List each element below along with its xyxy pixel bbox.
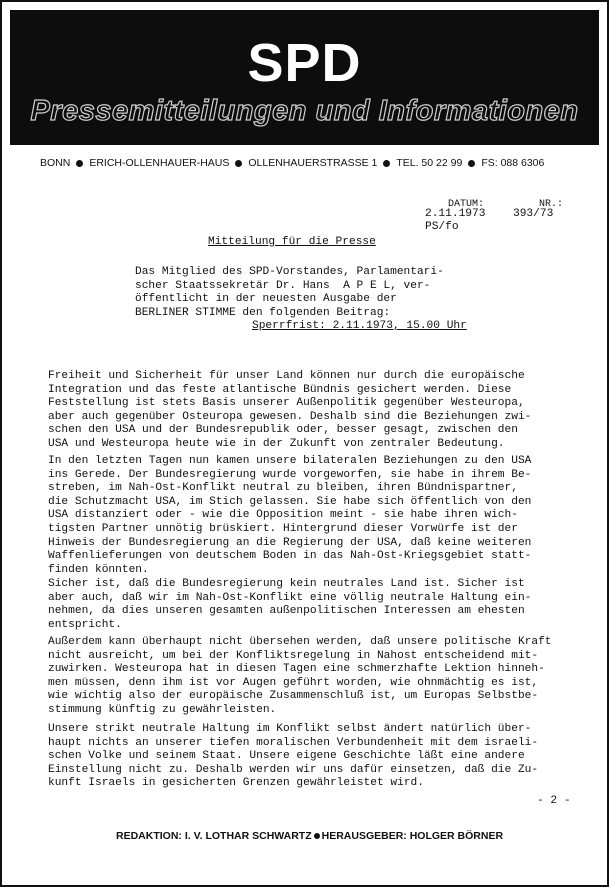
address-street: OLLENHAUERSTRASSE 1 — [248, 157, 378, 169]
intro-text: Das Mitglied des SPD-Vorstandes, Parlamentari- scher Staatssekretär Dr. Hans A P E L, ver- öffentlicht in der neuesten Ausgabe der BERLINER STIMME den folgenden Beitrag: — [135, 266, 444, 319]
bullet-icon — [76, 160, 83, 167]
footer-herausgeber: HERAUSGEBER: HOLGER BÖRNER — [321, 830, 504, 842]
spd-logo: SPD — [247, 33, 362, 93]
paragraph-3: Sicher ist, daß die Bundesregierung kein neutrales Land ist. Sicher ist aber auch, daß wir im Nah-Ost-Konflikt eine völlig neutrale Haltung ein- nehmen, da dies unseren gesamten außenpolitischen Interessen am ehesten entspricht. — [48, 578, 532, 631]
footer — [116, 830, 503, 842]
address-line — [40, 157, 580, 169]
bullet-icon — [468, 160, 475, 167]
paragraph-1: Freiheit und Sicherheit für unser Land können nur durch die europäische Integration und das feste atlantische Bündnis gesichert werden. Diese Feststellung ist stets Basis unserer Außenpolitik gegenüber Westeuropa, aber auch gegenüber Osteuropa gewesen. Deshalb sind die Beziehungen zwi- schen den USA und der Bundesrepublik oder, besser gesagt, zwischen den USA und Westeuropa heute wie in der Zukunft von zentraler Bedeutung. — [48, 370, 532, 450]
datum-label: DATUM: — [448, 199, 485, 210]
address-fs: FS: 088 6306 — [481, 157, 545, 169]
document-heading: Mitteilung für die Presse — [208, 236, 376, 248]
address-city: BONN — [40, 157, 71, 169]
masthead-subtitle: Pressemitteilungen und Informationen — [30, 95, 579, 127]
address-building: ERICH-OLLENHAUER-HAUS — [89, 157, 230, 169]
embargo-line: Sperrfrist: 2.11.1973, 15.00 Uhr — [252, 320, 467, 332]
paragraph-4: Außerdem kann überhaupt nicht übersehen werden, daß unsere politische Kraft nicht ausreicht, um bei der Konfliktsregelung in Nahost entscheidend mit- zuwirken. Westeuropa hat in diesen Tagen eine schmerzhafte Lektion hinneh- men müssen, denn ihm ist vor Augen geführt worden, wie ohnmächtig es ist, wie wichtig also der europäische Zusammenschluß ist, um Europas Selbstbe- stimmung künftig zu gewährleisten. — [48, 636, 552, 716]
nr-label: NR.: — [539, 199, 564, 210]
footer-redaktion: REDAKTION: I. V. LOTHAR SCHWARTZ — [116, 830, 312, 842]
bullet-icon — [235, 160, 242, 167]
bullet-icon — [383, 160, 390, 167]
address-tel: TEL. 50 22 99 — [396, 157, 463, 169]
bullet-icon — [314, 833, 320, 839]
nr-value: 393/73 — [513, 208, 554, 220]
reference-initials: PS/fo — [425, 221, 459, 233]
date-value: 2.11.1973 — [425, 208, 486, 220]
paragraph-5: Unsere strikt neutrale Haltung im Konflikt selbst ändert natürlich über- haupt nichts an unserer tiefen moralischen Verbundenheit mit dem israeli- schen Volke und seinem Staat. Unsere eigene Geschichte läßt eine andere Einstellung nicht zu. Deshalb werden wir uns dafür einsetzen, daß die Zu- kunft Israels in gesicherten Grenzen gewährleistet wird. — [48, 723, 539, 790]
paragraph-2: In den letzten Tagen nun kamen unsere bilateralen Beziehungen zu den USA ins Gerede. Der Bundesregierung wurde vorgeworfen, sie habe in ihrem Be- streben, im Nah-Ost-Konflikt neutral zu bleiben, ihren Bündnispartner, die Schutzmacht USA, im Stich gelassen. Sie habe sich öffentlich von den USA distanziert oder - wie die Opposition meint - sie habe ihren wich- tigsten Partner unnötig brüskiert. Hintergrund dieser Vorwürfe ist der Hinweis der Bundesregierung an die Regierung der USA, daß keine weiteren Waffenlieferungen von deutschem Boden in das Nah-Ost-Kriegsgebiet statt- finden könnten. — [48, 455, 532, 576]
masthead — [10, 10, 599, 145]
page-number: - 2 - — [537, 795, 571, 807]
